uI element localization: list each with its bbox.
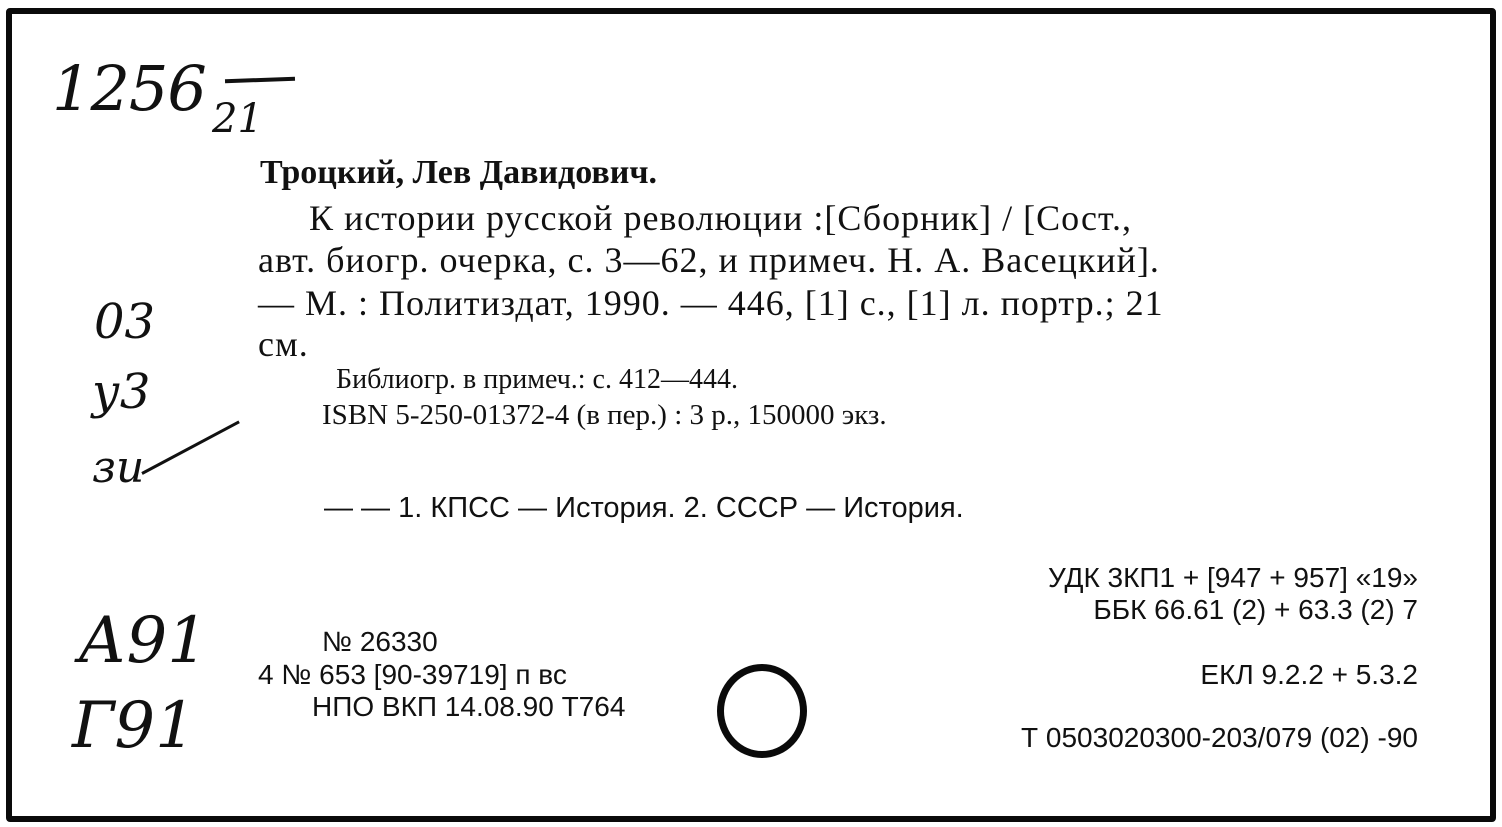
bibliography-note: Библиогр. в примеч.: с. 412—444. xyxy=(336,364,738,395)
handwritten-mark-g91: Г91 xyxy=(72,689,196,763)
circle-stamp xyxy=(717,664,807,758)
npo-info: НПО ВКП 14.08.90 Т764 xyxy=(312,691,626,722)
udk-code: УДК 3КП1 + [947 + 957] «19» xyxy=(1047,562,1418,593)
isbn-note: ISBN 5-250-01372-4 (в пер.) : 3 р., 150000 экз. xyxy=(322,399,887,431)
title-line-1: К истории русской революции :[Сборник] / [Сост., xyxy=(309,198,1133,238)
title-line-2: авт. биогр. очерка, с. 3—62, и примеч. Н. А. Васецкий]. xyxy=(258,240,1160,280)
handwritten-mark-o3: 03 xyxy=(94,294,156,350)
order-number: № 26330 xyxy=(322,626,438,657)
print-info: 4 № 653 [90-39719] п вс xyxy=(258,659,567,690)
author-heading: Троцкий, Лев Давидович. xyxy=(260,154,658,191)
handwritten-mark-a91: А91 xyxy=(78,604,208,678)
handwritten-call-number: 1256 xyxy=(52,52,206,125)
handwritten-call-subnumber: 21 xyxy=(212,96,263,142)
handwritten-flourish xyxy=(141,421,240,475)
call-number-rule xyxy=(225,77,295,83)
subject-headings: — — 1. КПСС — История. 2. СССР — История. xyxy=(324,492,964,524)
ekl-code: ЕКЛ 9.2.2 + 5.3.2 xyxy=(1200,659,1418,690)
handwritten-mark-zi: зи xyxy=(92,442,145,493)
t-code: Т 0503020300-203/079 (02) -90 xyxy=(1021,722,1418,753)
handwritten-mark-u3: у3 xyxy=(92,364,151,420)
imprint-line-end: см. xyxy=(258,324,309,364)
catalog-card xyxy=(6,8,1496,822)
bbk-code: ББК 66.61 (2) + 63.3 (2) 7 xyxy=(1093,594,1418,625)
imprint-line: — М. : Политиздат, 1990. — 446, [1] с., [1] л. портр.; 21 xyxy=(258,283,1164,323)
